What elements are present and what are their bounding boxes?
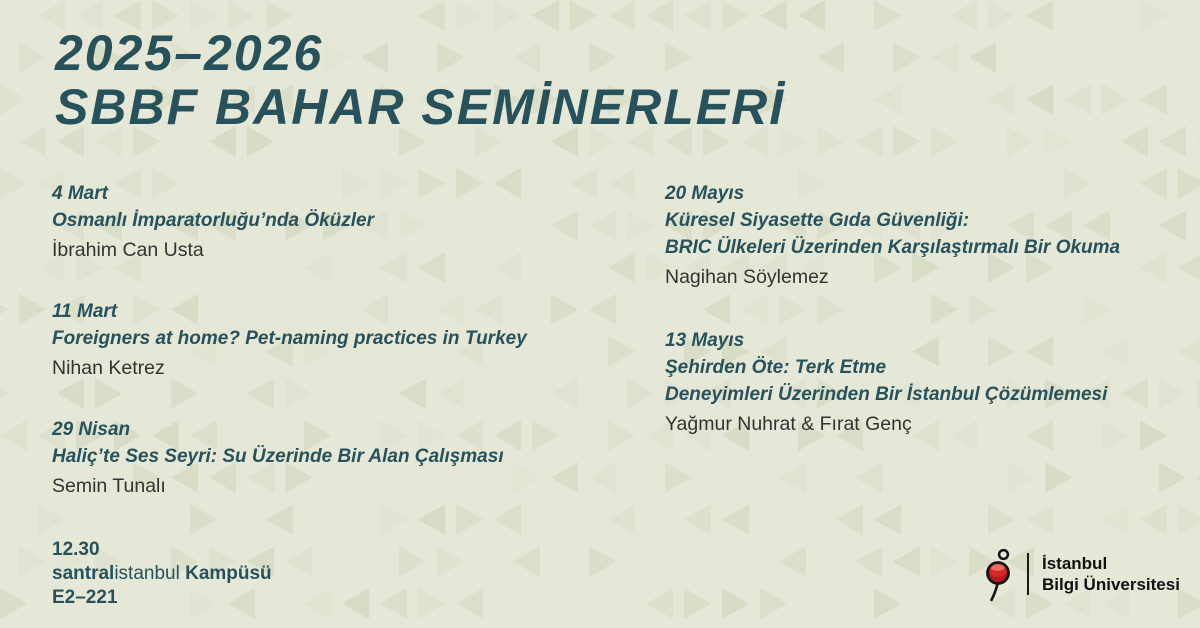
pattern-triangle (418, 588, 445, 619)
campus-santral: santral (52, 563, 115, 584)
campus-kampusu: Kampüsü (179, 563, 272, 584)
pattern-triangle (988, 504, 1015, 535)
pattern-triangle (19, 126, 46, 157)
pattern-triangle (513, 546, 540, 577)
pattern-triangle (399, 546, 426, 577)
pattern-triangle (1140, 504, 1167, 535)
pattern-triangle (1178, 504, 1200, 535)
university-name-line2: Bilgi Üniversitesi (1042, 575, 1180, 594)
seminar-entry (52, 180, 642, 264)
seminar-date: 20 Mayıs (665, 183, 745, 204)
bilgi-pin-icon (980, 546, 1016, 602)
seminar-speaker: İbrahim Can Usta (52, 239, 204, 261)
pattern-triangle (798, 0, 825, 31)
pattern-triangle (817, 126, 844, 157)
venue-info (52, 538, 272, 610)
campus-istanbul: istanbul (114, 563, 180, 584)
pattern-triangle (1121, 126, 1148, 157)
pattern-triangle (1026, 504, 1053, 535)
seminar-title-line: BRIC Ülkeleri Üzerinden Karşılaştırmalı Bir Okuma (665, 237, 1121, 258)
pattern-triangle (0, 588, 27, 619)
pattern-triangle (931, 546, 958, 577)
seminar-date: 13 Mayıs (665, 330, 745, 351)
pattern-triangle (722, 588, 749, 619)
university-logo (980, 546, 1180, 602)
seminar-room: E2–221 (52, 587, 118, 608)
pattern-triangle (1007, 126, 1034, 157)
pattern-triangle (722, 504, 749, 535)
pattern-triangle (19, 294, 46, 325)
pattern-triangle (874, 504, 901, 535)
pin-loop (999, 550, 1008, 559)
university-name-line1: İstanbul (1042, 554, 1108, 573)
pattern-triangle (836, 504, 863, 535)
seminar-date: 11 Mart (52, 301, 118, 322)
pattern-triangle (760, 588, 787, 619)
pattern-triangle (1140, 0, 1167, 31)
pattern-triangle (988, 84, 1015, 115)
seminar-title-line: Şehirden Öte: Terk Etme (665, 357, 887, 378)
pattern-triangle (1045, 126, 1072, 157)
pattern-triangle (931, 126, 958, 157)
pattern-triangle (969, 42, 996, 73)
pattern-triangle (1140, 84, 1167, 115)
seminar-entry (665, 327, 1185, 438)
university-name (1042, 553, 1180, 595)
pattern-triangle (1026, 84, 1053, 115)
seminar-entry (665, 180, 1185, 291)
pattern-triangle (1178, 588, 1200, 619)
seminar-speaker: Nihan Ketrez (52, 357, 165, 379)
pattern-triangle (1026, 0, 1053, 31)
pattern-triangle (304, 588, 331, 619)
seminar-title-line: Deneyimleri Üzerinden Bir İstanbul Çözümlemesi (665, 384, 1108, 405)
pattern-triangle (1064, 84, 1091, 115)
pattern-triangle (931, 42, 958, 73)
seminar-title-line: Küresel Siyasette Gıda Güvenliği: (665, 210, 970, 231)
pattern-triangle (437, 546, 464, 577)
seminar-date: 29 Nisan (52, 419, 131, 440)
pattern-triangle (456, 588, 483, 619)
seminar-speaker: Nagihan Söylemez (665, 266, 829, 288)
pattern-triangle (874, 0, 901, 31)
poster-title (55, 26, 785, 134)
pattern-triangle (0, 378, 8, 409)
logo-divider (1027, 553, 1029, 595)
seminar-title-line: Foreigners at home? Pet-naming practices in Turkey (52, 328, 527, 349)
seminar-title-line: Osmanlı İmparatorluğu’nda Öküzler (52, 210, 375, 231)
title-years: 2025–2026 (55, 25, 324, 81)
pattern-triangle (380, 588, 407, 619)
seminar-title-line: Haliç’te Ses Seyri: Su Üzerinde Bir Alan Çalışması (52, 446, 504, 467)
pattern-triangle (855, 126, 882, 157)
pattern-triangle (893, 126, 920, 157)
pattern-triangle (1102, 84, 1129, 115)
pattern-triangle (0, 294, 8, 325)
seminar-speaker: Semin Tunalı (52, 475, 166, 497)
pattern-triangle (893, 546, 920, 577)
pattern-triangle (779, 546, 806, 577)
pattern-triangle (684, 588, 711, 619)
pattern-triangle (684, 504, 711, 535)
pattern-triangle (1159, 126, 1186, 157)
pattern-triangle (874, 588, 901, 619)
pattern-triangle (342, 588, 369, 619)
title-text: SBBF BAHAR SEMİNERLERİ (55, 79, 786, 135)
pattern-triangle (950, 0, 977, 31)
pattern-triangle (285, 546, 312, 577)
seminar-column-left (52, 180, 642, 534)
seminar-speaker: Yağmur Nuhrat & Fırat Genç (665, 413, 912, 435)
pattern-triangle (0, 84, 27, 115)
pattern-triangle (0, 420, 27, 451)
pattern-triangle (0, 168, 27, 199)
pattern-triangle (855, 546, 882, 577)
pattern-triangle (1102, 504, 1129, 535)
seminar-entry (52, 298, 642, 382)
pattern-triangle (893, 42, 920, 73)
pattern-triangle (589, 546, 616, 577)
pin-stem (992, 584, 998, 600)
pattern-triangle (817, 42, 844, 73)
pattern-triangle (19, 42, 46, 73)
seminar-time: 12.30 (52, 539, 100, 560)
seminar-entry (52, 416, 642, 500)
pattern-triangle (19, 546, 46, 577)
pattern-triangle (646, 588, 673, 619)
pattern-triangle (988, 0, 1015, 31)
pattern-triangle (874, 84, 901, 115)
seminar-column-right (665, 180, 1185, 474)
seminar-date: 4 Mart (52, 183, 108, 204)
campus-line (52, 562, 272, 586)
